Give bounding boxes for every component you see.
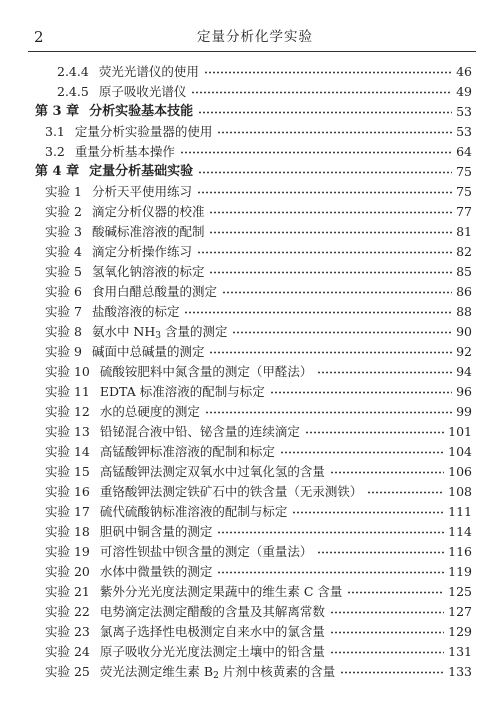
toc-entry-title [100, 642, 325, 662]
toc-entry-title [100, 522, 213, 542]
toc-entry-title-text: 高锰酸钾法测定双氧水中过氧化氢的含量 [99, 464, 325, 479]
dot-leader [197, 251, 452, 254]
toc-entry-title-text: 荧光光谱仪的使用 [98, 64, 199, 79]
toc-entry-title-text: 定量分析基础实验 [89, 164, 194, 179]
toc-entry-label: 实验 8 [45, 324, 82, 339]
toc-entry [0, 662, 500, 682]
dot-leader [205, 411, 452, 414]
toc-entry-title [100, 462, 325, 482]
toc-entry [0, 602, 500, 622]
toc-entry-page-number: 53 [456, 104, 472, 119]
dot-leader [209, 351, 452, 354]
dot-leader [367, 491, 444, 494]
toc-entry-title [75, 142, 175, 162]
dot-leader [184, 311, 452, 314]
toc-entry-title-text: 水的总硬度的测定 [99, 404, 200, 419]
toc-entry-title [100, 382, 265, 402]
toc-entry [0, 282, 500, 302]
toc-entry-page-number: 64 [456, 144, 472, 159]
toc-entry-label: 实验 25 [45, 664, 90, 679]
toc-entry-page-number: 49 [456, 84, 472, 99]
toc-entry-label: 实验 18 [45, 524, 90, 539]
book-title: 定量分析化学实验 [197, 29, 313, 45]
toc-entry-page-number: 81 [456, 224, 472, 239]
dot-leader [197, 191, 452, 194]
toc-entry-label: 实验 12 [45, 404, 90, 419]
toc-entry-title [89, 102, 193, 122]
toc-entry-page-number: 131 [448, 644, 472, 659]
toc-entry-label: 实验 14 [45, 444, 90, 459]
toc-entry-title [92, 282, 217, 302]
dot-leader [317, 551, 444, 554]
toc-entry-page-number: 114 [448, 524, 472, 539]
toc-entry-page-number: 75 [456, 164, 472, 179]
toc-entry-title-text: 可溶性钡盐中钡含量的测定（重量法） [99, 544, 313, 559]
toc-entry-title-text: 分析天平使用练习 [91, 184, 192, 199]
toc-entry-label: 第 3 章 [35, 104, 80, 119]
toc-entry-title [100, 602, 325, 622]
toc-entry [0, 622, 500, 642]
toc-entry-page-number: 86 [456, 284, 472, 299]
toc-entry [0, 122, 500, 142]
toc-entry-page-number: 90 [456, 324, 472, 339]
toc-entry-subscript: 3 [155, 331, 161, 341]
toc-entry [0, 262, 500, 282]
toc-entry-title-text: 重铬酸钾法测定铁矿石中的铁含量（无汞测铁） [99, 484, 363, 499]
toc-entry-title-text: 硫代硫酸钠标准溶液的配制与标定 [99, 504, 288, 519]
toc-entry [0, 522, 500, 542]
toc-entry-label: 实验 16 [45, 484, 90, 499]
toc-entry-title [100, 502, 288, 522]
toc-entry-page-number: 82 [456, 244, 472, 259]
toc-entry-title [100, 622, 325, 642]
toc-chapter-entry [0, 162, 500, 182]
toc-entry-title [100, 562, 213, 582]
toc-entry-label: 实验 21 [45, 584, 90, 599]
dot-leader [209, 211, 452, 214]
toc-entry-title-text: 盐酸溶液的标定 [91, 304, 180, 319]
toc-entry [0, 562, 500, 582]
dot-leader [198, 171, 452, 174]
toc-entry-title [99, 62, 199, 82]
toc-entry-label: 实验 22 [45, 604, 90, 619]
toc-entry-page-number: 125 [448, 584, 472, 599]
toc-entry-title-text: 荧光法测定维生素 B [99, 664, 214, 679]
toc-entry-page-number: 94 [456, 364, 472, 379]
toc-entry-page-number: 96 [456, 384, 472, 399]
dot-leader [292, 511, 444, 514]
toc-entry [0, 482, 500, 502]
toc-entry-title [92, 322, 228, 342]
toc-entry-label: 3.1 [45, 124, 65, 139]
toc-entry-label: 第 4 章 [35, 164, 80, 179]
toc-entry-title-text: 片剂中核黄素的含量 [218, 664, 336, 679]
toc-entry-title [92, 222, 205, 242]
toc-entry-page-number: 116 [448, 544, 472, 559]
toc-entry-label: 实验 23 [45, 624, 90, 639]
toc-entry-title-text: 氨水中 NH [91, 324, 156, 339]
toc-entry-title-text: 定量分析实验量器的使用 [74, 124, 213, 139]
toc-entry-title-text: 氢氧化钠溶液的标定 [91, 264, 205, 279]
toc-entry-title [100, 482, 363, 502]
toc-entry-title-text: 原子吸收光谱仪 [98, 84, 187, 99]
toc-entry-label: 实验 10 [45, 364, 90, 379]
toc-entry-title-text: 氯离子选择性电极测定自来水中的氯含量 [99, 624, 325, 639]
dot-leader [217, 571, 444, 574]
toc-entry-page-number: 92 [456, 344, 472, 359]
toc-entry-label: 实验 6 [45, 284, 82, 299]
toc-entry [0, 402, 500, 422]
toc-entry-label: 实验 5 [45, 264, 82, 279]
toc-entry [0, 382, 500, 402]
dot-leader [317, 371, 452, 374]
toc-entry-title-text: 重量分析基本操作 [74, 144, 175, 159]
toc-entry-page-number: 119 [448, 564, 472, 579]
toc-entry [0, 182, 500, 202]
toc-entry [0, 542, 500, 562]
toc-entry-page-number: 101 [448, 424, 472, 439]
page-number: 2 [34, 28, 44, 46]
toc-entry-title [89, 162, 193, 182]
toc-entry [0, 62, 500, 82]
toc-entry-title-text: 铅铋混合液中铅、铋含量的连续滴定 [99, 424, 300, 439]
toc-entry-title-text: 分析实验基本技能 [89, 104, 194, 119]
toc-entry-page-number: 77 [456, 204, 472, 219]
toc-entry-title [92, 262, 205, 282]
toc-entry-label: 实验 11 [45, 384, 90, 399]
toc-entry-label: 实验 2 [45, 204, 82, 219]
toc-entry-label: 实验 24 [45, 644, 90, 659]
toc-entry [0, 202, 500, 222]
dot-leader [280, 451, 444, 454]
dot-leader [340, 671, 444, 674]
toc-entry-label: 实验 13 [45, 424, 90, 439]
toc-entry [0, 422, 500, 442]
toc-entry-page-number: 108 [448, 484, 472, 499]
dot-leader [180, 151, 452, 154]
toc-entry [0, 342, 500, 362]
dot-leader [305, 431, 444, 434]
toc-entry-title [75, 122, 213, 142]
toc-entry-title-text: 含量的测定 [160, 324, 228, 339]
toc-entry-title-text: 滴定分析操作练习 [91, 244, 192, 259]
toc-entry [0, 82, 500, 102]
dot-leader [347, 591, 444, 594]
toc-entry [0, 242, 500, 262]
dot-leader [222, 291, 452, 294]
toc-entry-title [92, 202, 205, 222]
toc-entry [0, 322, 500, 342]
toc-entry-title [100, 362, 313, 382]
toc-entry-page-number: 75 [456, 184, 472, 199]
toc-entry-page-number: 106 [448, 464, 472, 479]
toc-entry [0, 142, 500, 162]
toc-entry-title [92, 342, 205, 362]
dot-leader [191, 91, 452, 94]
toc-entry [0, 302, 500, 322]
toc-entry-title-text: 高锰酸钾标准溶液的配制和标定 [99, 444, 275, 459]
dot-leader [330, 471, 444, 474]
toc-entry [0, 502, 500, 522]
toc-entry-page-number: 99 [456, 404, 472, 419]
toc-entry-title-text: 紫外分光光度法测定果蔬中的维生素 C 含量 [99, 584, 343, 599]
toc-entry-label: 实验 19 [45, 544, 90, 559]
toc-entry [0, 222, 500, 242]
dot-leader [330, 611, 444, 614]
toc-entry-label: 实验 20 [45, 564, 90, 579]
toc-entry [0, 582, 500, 602]
toc-chapter-entry [0, 102, 500, 122]
toc-entry-page-number: 129 [448, 624, 472, 639]
toc-entry-title [92, 302, 180, 322]
toc-entry-label: 实验 3 [45, 224, 82, 239]
dot-leader [198, 111, 452, 114]
dot-leader [232, 331, 452, 334]
dot-leader [209, 271, 452, 274]
toc-entry-page-number: 133 [448, 664, 472, 679]
dot-leader [330, 631, 444, 634]
toc-entry-title [100, 582, 343, 602]
toc-entry-page-number: 88 [456, 304, 472, 319]
toc-entry-label: 实验 15 [45, 464, 90, 479]
toc-entry-label: 实验 7 [45, 304, 82, 319]
toc-entry-label: 实验 4 [45, 244, 82, 259]
toc-entry-page-number: 111 [448, 504, 472, 519]
toc-entry-label: 3.2 [45, 144, 65, 159]
dot-leader [204, 71, 452, 74]
toc-entry-title [100, 402, 200, 422]
toc-entry-title-text: 电势滴定法测定醋酸的含量及其解离常数 [99, 604, 325, 619]
dot-leader [217, 531, 444, 534]
toc-entry-subscript: 2 [213, 671, 219, 681]
toc-entry-page-number: 53 [456, 124, 472, 139]
toc-entry-title [92, 242, 192, 262]
toc-entry-title-text: 水体中微量铁的测定 [99, 564, 213, 579]
dot-leader [330, 651, 444, 654]
toc-entry-title-text: 碱面中总碱量的测定 [91, 344, 205, 359]
toc-entry-label: 实验 17 [45, 504, 90, 519]
toc-entry-page-number: 127 [448, 604, 472, 619]
toc-entry-title [92, 182, 192, 202]
toc-entry-title [100, 542, 313, 562]
dot-leader [270, 391, 452, 394]
toc-entry-label: 2.4.5 [57, 84, 89, 99]
toc-entry-title [100, 662, 335, 682]
toc-entry-title [100, 442, 275, 462]
toc-entry-title-text: 食用白醋总酸量的测定 [91, 284, 217, 299]
toc-entry-label: 2.4.4 [57, 64, 89, 79]
toc-entry [0, 362, 500, 382]
toc-entry [0, 462, 500, 482]
page-header [28, 24, 476, 52]
dot-leader [209, 231, 452, 234]
toc-entry-title [100, 422, 300, 442]
toc-entry-title-text: 滴定分析仪器的校准 [91, 204, 205, 219]
dot-leader [217, 131, 452, 134]
toc-entry-page-number: 85 [456, 264, 472, 279]
toc-entry [0, 642, 500, 662]
toc-entry-title-text: 酸碱标准溶液的配制 [91, 224, 205, 239]
toc-entry-title-text: 硫酸铵肥料中氮含量的测定（甲醛法） [99, 364, 313, 379]
toc-entry-title-text: EDTA 标准溶液的配制与标定 [99, 384, 265, 399]
toc-entry-label: 实验 9 [45, 344, 82, 359]
toc-entry-title-text: 原子吸收分光光度法测定土壤中的铅含量 [99, 644, 325, 659]
table-of-contents [0, 62, 500, 682]
toc-entry-page-number: 104 [448, 444, 472, 459]
toc-entry-label: 实验 1 [45, 184, 82, 199]
toc-entry-title-text: 胆矾中铜含量的测定 [99, 524, 213, 539]
toc-entry [0, 442, 500, 462]
toc-entry-page-number: 46 [456, 64, 472, 79]
toc-entry-title [99, 82, 187, 102]
